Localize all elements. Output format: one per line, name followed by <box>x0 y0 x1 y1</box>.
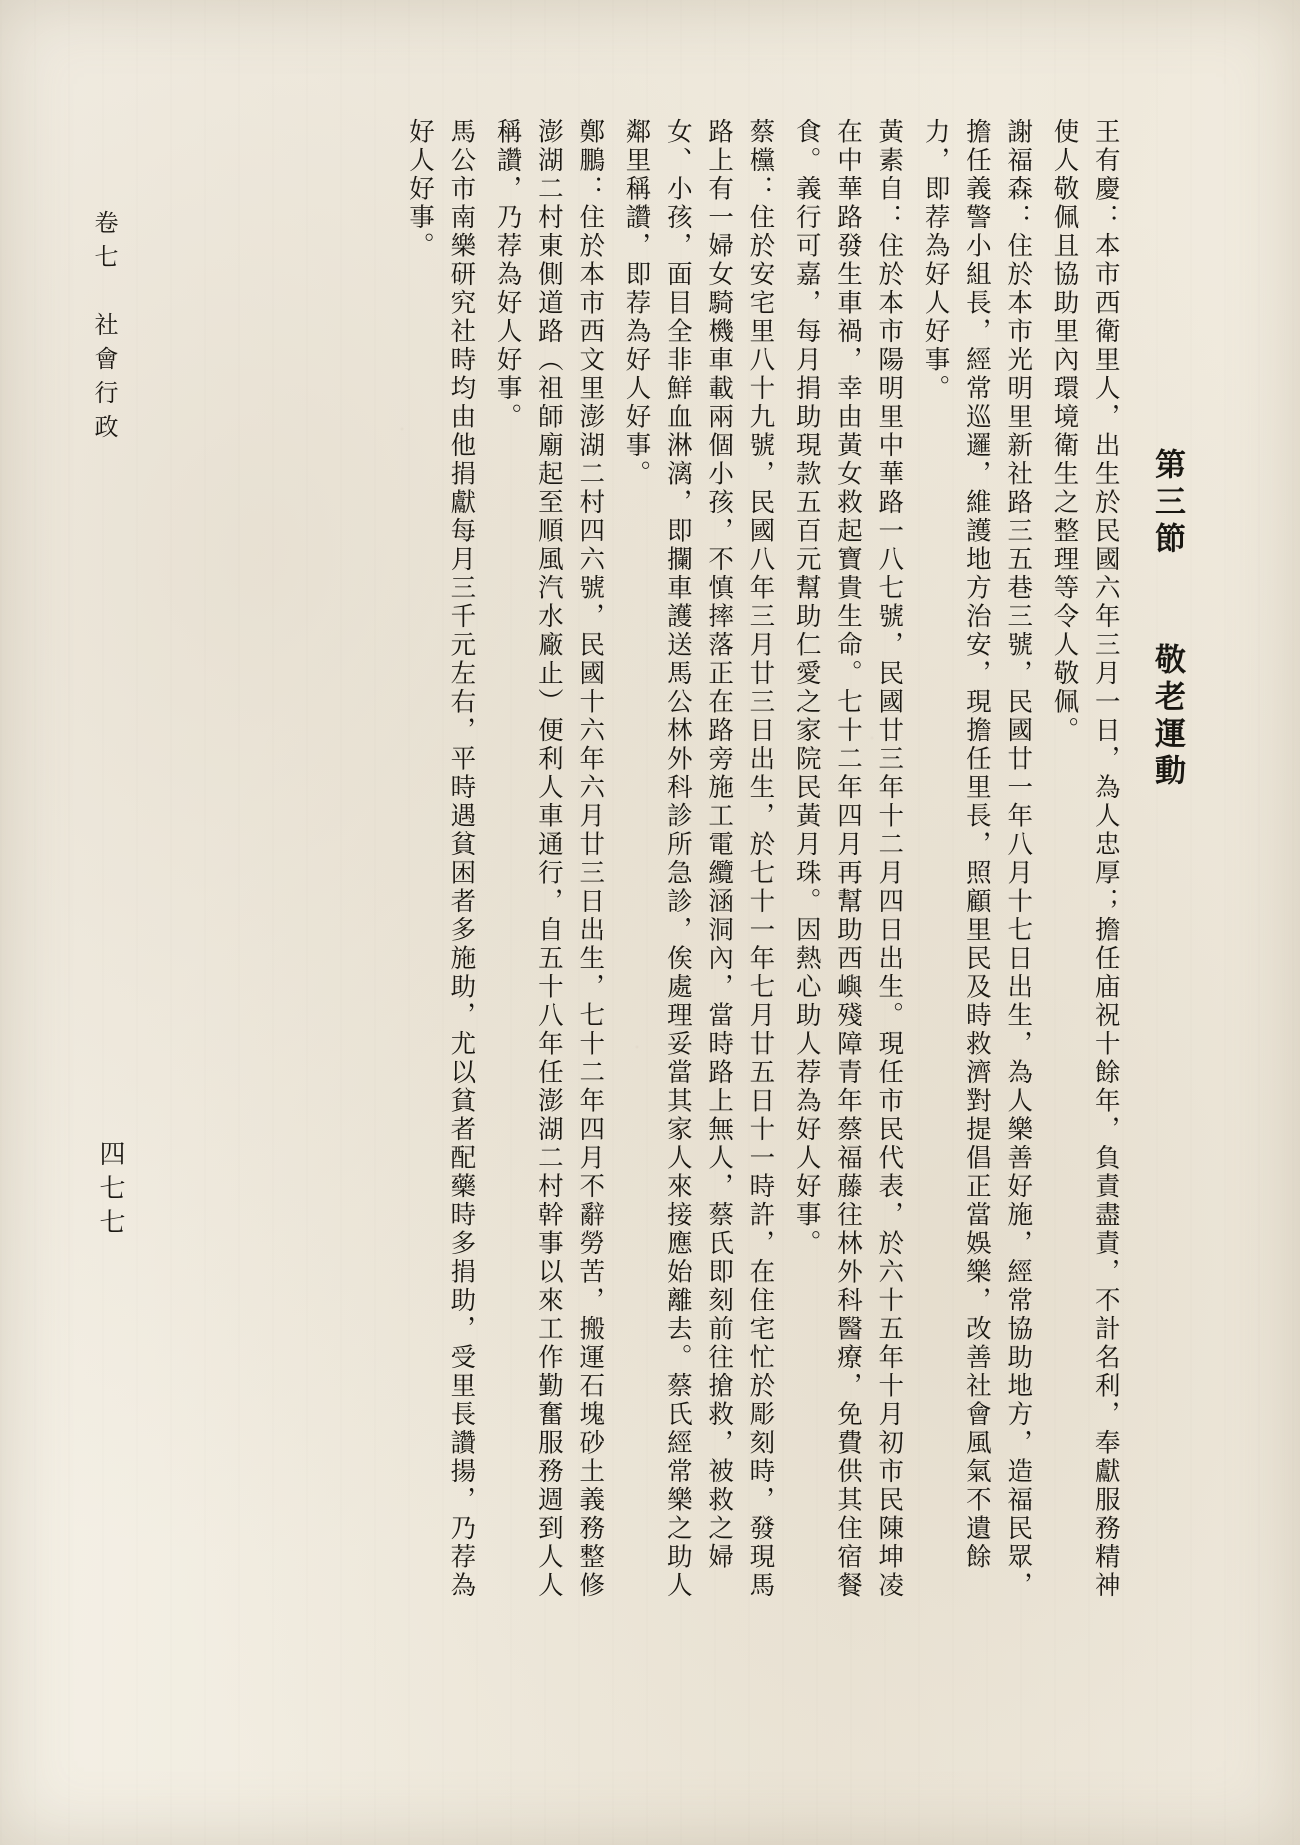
running-head <box>86 210 122 448</box>
text-column-5: 謝福森：住於本市光明里新社路三五巷三號，民國廿一年八月十七日出生，為人樂善好施，經常協助地方，造福民眾，擔任義警小組長，經常巡邏，維護地方治安，現擔任里長，照顧里民及時救濟對提倡正當娛樂，改善社會風氣不遺餘力，即荐為好人好事。 <box>920 118 1034 1600</box>
running-head-volume: 卷七 <box>90 210 118 278</box>
section-heading: 第三節 敬老運動 <box>1149 448 1185 791</box>
text-column-6: 王有慶：本市西衛里人，出生於民國六年三月一日，為人忠厚；擔任庙祝十餘年，負責盡責，不計名利，奉獻服務精神使人敬佩且協助里內環境衛生之整理等令人敬佩。 <box>1049 118 1121 1600</box>
text-column-1: 馬公市南樂研究社時均由他捐獻每月三千元左右，平時遇貧困者多施助，尤以貧者配藥時多捐助，受里長讚揚，乃荐為好人好事。 <box>405 118 477 1600</box>
text-column-2: 鄭鵬：住於本市西文里澎湖二村四六號，民國十六年六月廿三日出生，七十二年四月不辭勞苦，搬運石塊砂土義務整修澎湖二村東側道路（祖師廟起至順風汽水廠止）便利人車通行，自五十八年任澎湖二村幹事以來工作勤奮服務週到人人稱讚，乃荐為好人好事。 <box>492 118 606 1600</box>
running-head-section: 社會行政 <box>90 312 118 448</box>
vertical-text-body <box>394 118 1204 1618</box>
page-number: 四七七 <box>95 1140 125 1242</box>
text-column-4: 黃素自：住於本市陽明里中華路一八七號，民國廿三年十二月四日出生。現任市民代表，於六十五年十月初市民陳坤凌在中華路發生車禍，幸由黃女救起寶貴生命。七十二年四月再幫助西嶼殘障青年蔡福藤往林外科醫療，免費供其住宿餐食。義行可嘉，每月捐助現款五百元幫助仁愛之家院民黃月珠。因熱心助人荐為好人好事。 <box>791 118 905 1600</box>
text-column-3: 蔡欓：住於安宅里八十九號，民國八年三月廿三日出生，於七十一年七月廿五日十一時許，在住宅忙於彫刻時，發現馬路上有一婦女騎機車載兩個小孩，不慎摔落正在路旁施工電纜涵洞內，當時路上無人，蔡氏即刻前往搶救，被救之婦女、小孩，面目全非鮮血淋漓，即攔車護送馬公林外科診所急診，俟處理妥當其家人來接應始離去。蔡氏經常樂之助人鄰里稱讚，即荐為好人好事。 <box>621 118 776 1600</box>
